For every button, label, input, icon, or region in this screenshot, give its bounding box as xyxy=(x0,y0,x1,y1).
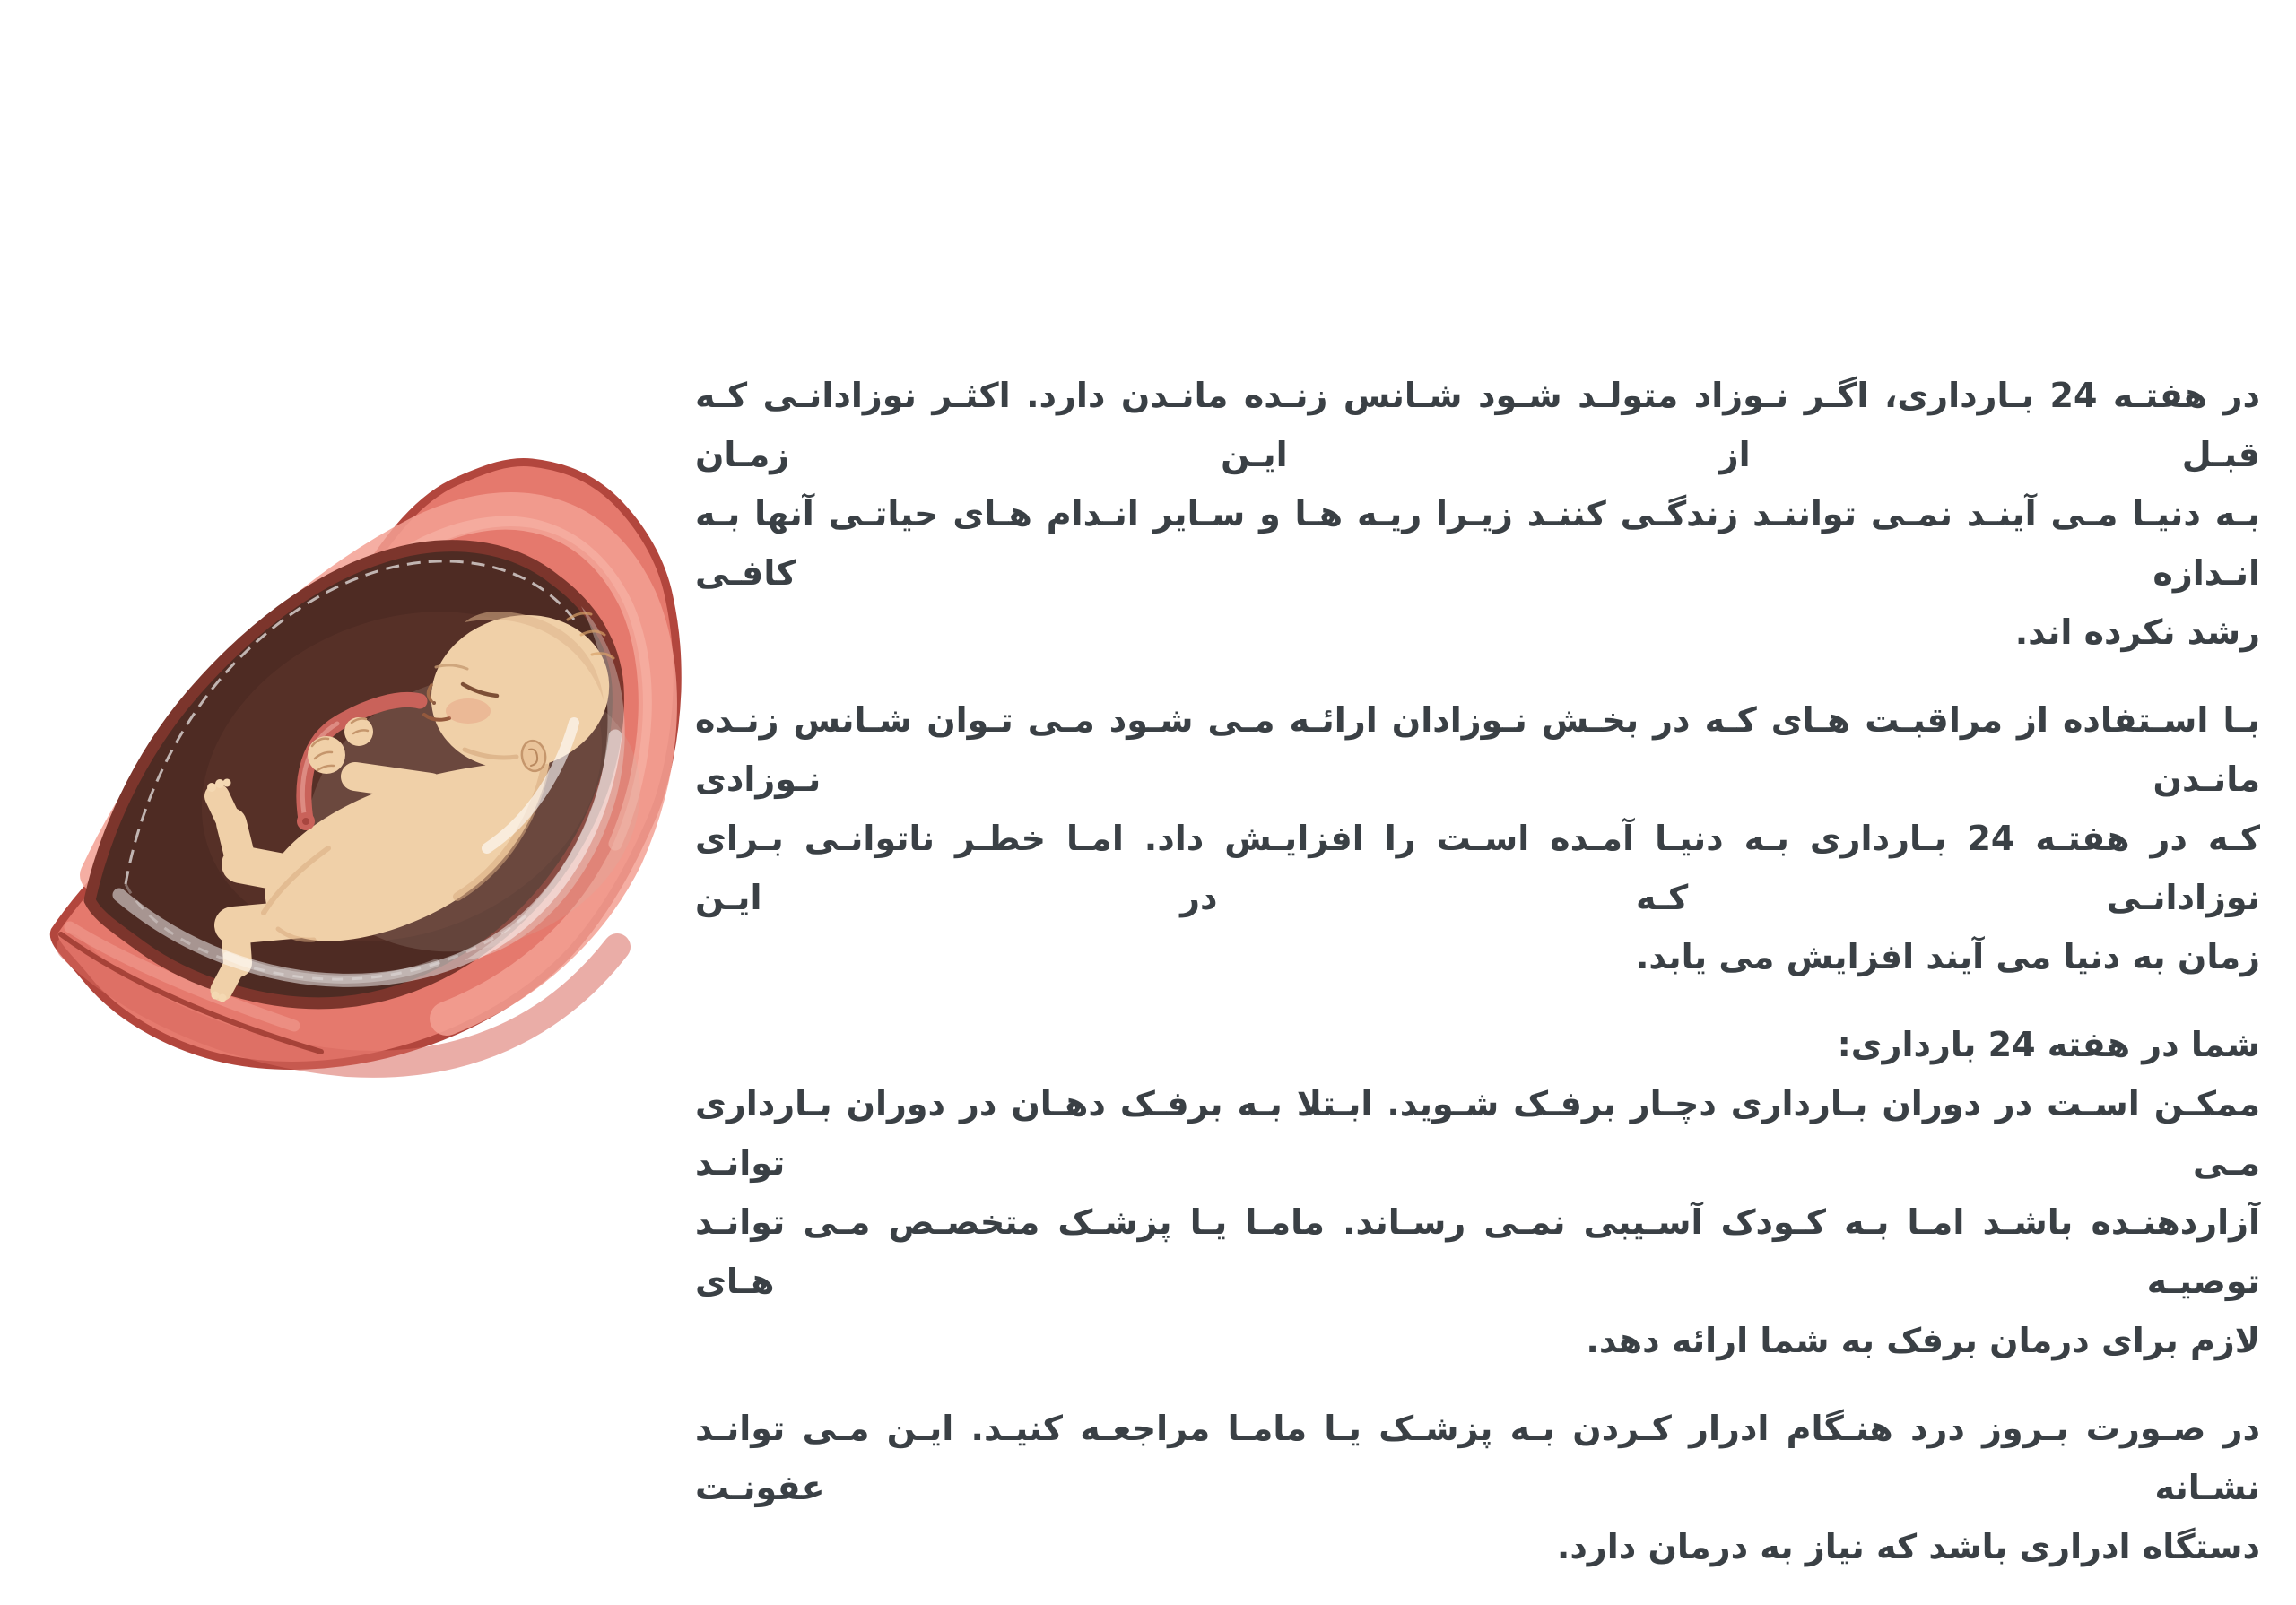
fetus-arm xyxy=(355,776,430,787)
article-text xyxy=(695,366,2260,1605)
fetus-foot-raised xyxy=(217,796,232,829)
text-line: آزاردهنـده باشـد امـا بـه کـودک آسـیبی نمـی رسـاند. مامـا یـا پزشـک متخصـص مـی توانـد توصیـه هـای xyxy=(695,1202,2260,1301)
womb-illustration-svg xyxy=(43,427,684,1078)
fetus-in-womb-illustration xyxy=(43,427,684,1078)
text-line: ممکـن اسـت در دوران بـارداری دچـار برفـک شـوید. ابـتلا بـه برفـک دهـان در دوران بـارداری مـی توانـد xyxy=(695,1084,2260,1183)
text-line: کـه در هفتـه 24 بـارداری بـه دنیـا آمـده اسـت را افزایـش داد. امـا خطـر ناتوانـی بـرای نوزادانـی کـه در ایـن xyxy=(695,819,2260,917)
text-line: بـه دنیـا مـی آینـد نمـی تواننـد زندگـی کننـد زیـرا ریـه هـا و سـایر انـدام هـای حیاتـی آنها بـه انـدازه کافـی xyxy=(695,494,2260,593)
text-line: دستگاه ادراری باشد که نیاز به درمان دارد. xyxy=(1556,1527,2260,1566)
paragraph-thrush xyxy=(695,1074,2260,1370)
section-heading: شما در هفته 24 بارداری: xyxy=(1837,1025,2260,1064)
paragraph-urinary-infection xyxy=(695,1399,2260,1576)
paragraph-neonatal-care xyxy=(695,690,2260,986)
text-line: در هفتـه 24 بـارداری، اگـر نـوزاد متولـد شـود شـانس زنـده مانـدن دارد. اکثـر نوزادانـی کـه قبـل از ایـن زمـان xyxy=(695,376,2261,474)
text-line: رشد نکرده اند. xyxy=(2014,612,2260,652)
fetus-cheek xyxy=(446,698,491,724)
text-line: در صـورت بـروز درد هنـگام ادرار کـردن بـه پزشـک یـا مامـا مراجعـه کنیـد. ایـن مـی توانـد نشـانه عفونـت xyxy=(695,1409,2260,1507)
paragraph-survival xyxy=(695,366,2260,662)
text-line: زمان به دنیا می آیند افزایش می یابد. xyxy=(1635,937,2260,976)
text-line: بـا اسـتفاده از مراقبـت هـای کـه در بخـش نـوزادان ارائـه مـی شـود مـی تـوان شـانس زنـده مانـدن نـوزادی xyxy=(695,700,2260,799)
text-line: لازم برای درمان برفک به شما ارائه دهد. xyxy=(1586,1321,2260,1360)
